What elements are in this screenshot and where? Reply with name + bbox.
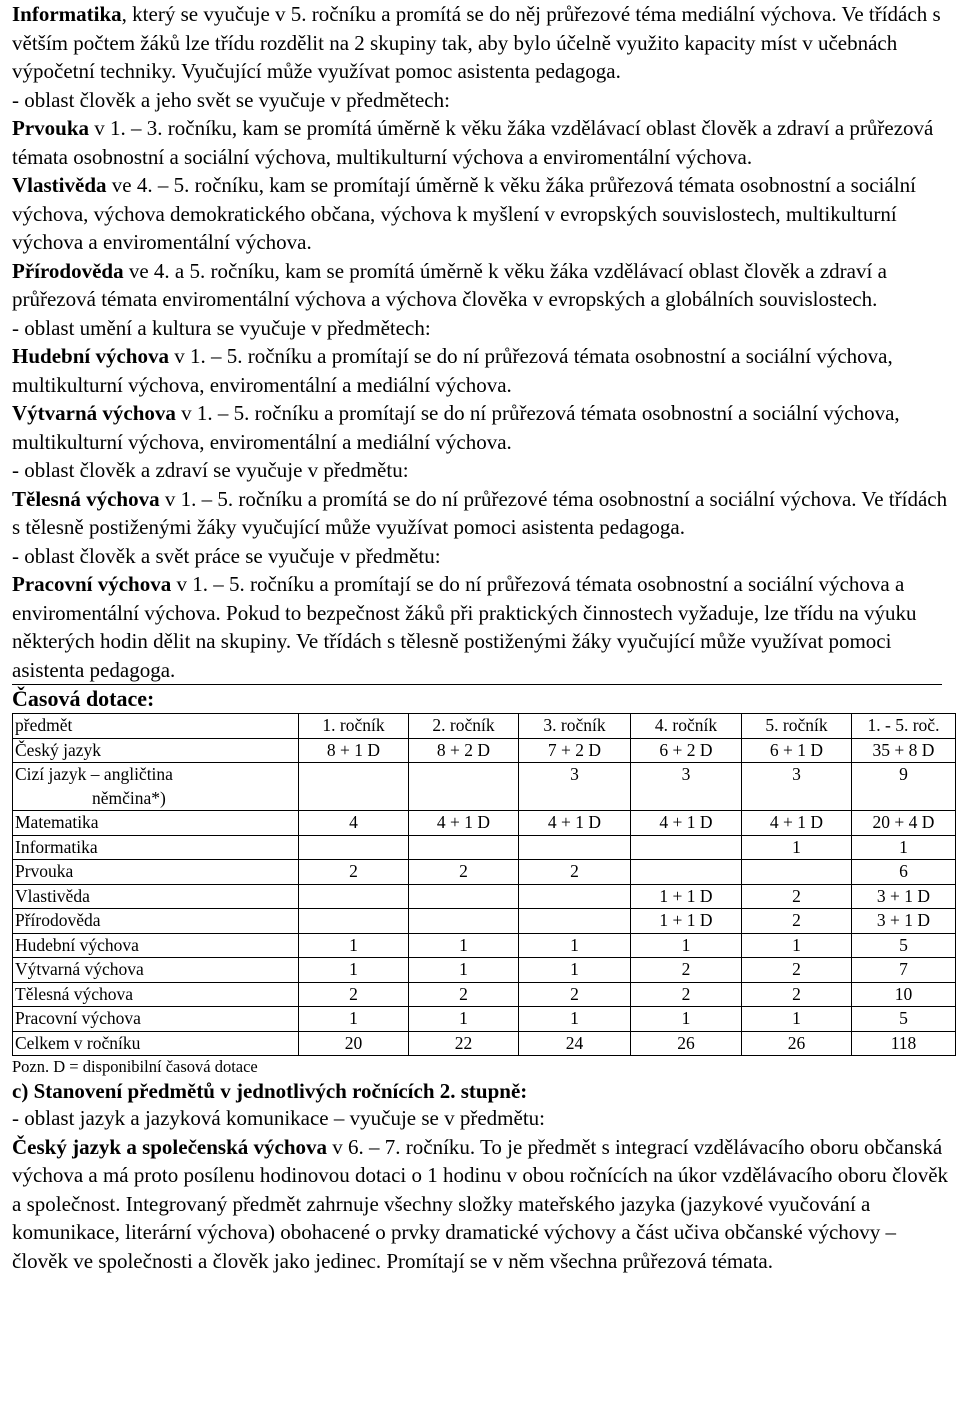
paragraph <box>12 342 952 399</box>
cell-text: 2 <box>459 861 468 881</box>
subject-cell <box>13 982 299 1007</box>
cell-text: 4 + 1 D <box>436 812 491 832</box>
paragraph <box>12 542 952 571</box>
hours-cell <box>519 884 631 909</box>
cell-text: 3. ročník <box>543 715 606 735</box>
hours-cell <box>409 763 519 811</box>
hours-cell <box>409 860 519 885</box>
cell-text: 5. ročník <box>765 715 828 735</box>
paragraph <box>12 0 952 86</box>
time-allocation-table <box>12 713 956 1056</box>
cell-text: Vlastivěda <box>15 885 90 906</box>
document-page <box>12 0 952 1275</box>
cell-text: 1. ročník <box>322 715 385 735</box>
hours-cell <box>631 909 742 934</box>
table-row <box>13 835 956 860</box>
subject-name: Český jazyk a společenská výchova <box>12 1134 328 1159</box>
cell-text: 9 <box>899 764 908 784</box>
cell-text: 4 + 1 D <box>547 812 602 832</box>
cell-text: 26 <box>677 1032 695 1053</box>
hours-cell <box>631 982 742 1007</box>
hours-cell <box>742 884 852 909</box>
subject-name: Výtvarná výchova <box>12 401 176 425</box>
table-row <box>13 860 956 885</box>
cell-text: 1 <box>459 1008 468 1028</box>
subject-cell <box>13 958 299 983</box>
paragraph-text: - oblast člověk a svět práce se vyučuje v předmětu: <box>12 543 441 568</box>
cell-text: 3 + 1 D <box>876 910 931 930</box>
table-row <box>13 811 956 836</box>
cell-text: 1 <box>459 934 468 955</box>
cell-text: 1 + 1 D <box>659 910 713 930</box>
table-row <box>13 909 956 934</box>
hours-cell <box>519 909 631 934</box>
hours-cell <box>519 738 631 763</box>
hours-cell <box>519 763 631 811</box>
hours-cell <box>742 860 852 885</box>
paragraph-text: v 1. – 5. ročníku a promítají se do ní průřezová témata osobnostní a sociální výchova, multikulturní výchova, enviromentální a mediální výchova. <box>12 344 893 397</box>
cell-text: 8 + 2 D <box>436 739 491 760</box>
hours-cell <box>299 958 409 983</box>
cell-text: 3 + 1 D <box>876 885 931 906</box>
hours-cell <box>299 1031 409 1056</box>
paragraph <box>12 1133 952 1276</box>
paragraph <box>12 485 952 542</box>
subject-name: Tělesná výchova <box>12 486 160 511</box>
cell-text: 5 <box>899 934 908 955</box>
cell-text: 1 <box>349 934 358 955</box>
hours-cell <box>409 714 519 739</box>
hours-cell <box>742 958 852 983</box>
cell-text: Tělesná výchova <box>15 983 134 1004</box>
table-row <box>13 982 956 1007</box>
cell-text: Prvouka <box>15 861 74 881</box>
hours-cell <box>519 958 631 983</box>
subject-cell <box>13 884 299 909</box>
hours-cell <box>852 982 956 1007</box>
hours-cell <box>409 835 519 860</box>
paragraph-text: - oblast člověk a zdraví se vyučuje v předmětu: <box>12 458 409 482</box>
cell-sublabel: němčina*) <box>92 787 166 808</box>
subject-cell <box>13 1031 299 1056</box>
hours-cell <box>299 1007 409 1032</box>
cell-text: 1 + 1 D <box>659 885 713 906</box>
hours-cell <box>299 982 409 1007</box>
section-c-heading: c) Stanovení předmětů v jednotlivých ročnících 2. stupně: <box>12 1079 528 1103</box>
hours-cell <box>852 1031 956 1056</box>
cell-text: 1 <box>792 836 801 857</box>
cell-text: 2 <box>570 983 579 1004</box>
hours-cell <box>631 860 742 885</box>
paragraph-text: - oblast umění a kultura se vyučuje v předmětech: <box>12 315 431 340</box>
hours-cell <box>852 860 956 885</box>
hours-cell <box>631 763 742 811</box>
hours-cell <box>409 933 519 958</box>
cell-text: 1 <box>792 934 801 955</box>
cell-text: 4. ročník <box>654 715 718 735</box>
cell-text: 1 <box>570 959 579 979</box>
hours-cell <box>519 860 631 885</box>
hours-cell <box>519 835 631 860</box>
subject-name: Přírodověda <box>12 258 124 283</box>
paragraph-text: v 1. – 5. ročníku a promítá se do ní průřezové téma osobnostní a sociální výchova. Ve třídách s tělesně postiženými žáky vyučující může využívat pomoci asistenta pedagoga. <box>12 486 948 539</box>
paragraph <box>12 399 952 456</box>
cell-text: Výtvarná výchova <box>15 959 144 979</box>
subject-cell <box>13 714 299 739</box>
cell-text: 1 <box>570 934 579 955</box>
hours-cell <box>852 933 956 958</box>
cell-text: 1. - 5. roč. <box>867 715 940 735</box>
hours-cell <box>299 763 409 811</box>
hours-cell <box>409 909 519 934</box>
hours-cell <box>742 933 852 958</box>
cell-text: 2 <box>459 983 468 1004</box>
cell-text: 3 <box>792 764 801 784</box>
cell-text: 2 <box>349 861 358 881</box>
cell-text: 7 <box>899 959 908 979</box>
table-row <box>13 738 956 763</box>
body-text-lower <box>12 1104 952 1275</box>
hours-cell <box>852 1007 956 1032</box>
hours-cell <box>409 811 519 836</box>
paragraph-text: v 1. – 3. ročníku, kam se promítá úměrně k věku žáka vzdělávací oblast člověk a zdraví a průřezová témata osobnostní a sociální výchova, multikulturní výchova a enviromentální výchova. <box>12 116 934 169</box>
cell-text: 2 <box>792 885 801 906</box>
cell-text: předmět <box>15 715 73 735</box>
cell-text: 3 <box>681 764 691 784</box>
hours-cell <box>631 811 742 836</box>
cell-text: 2 <box>681 983 691 1004</box>
subject-cell <box>13 909 299 934</box>
hours-cell <box>519 1031 631 1056</box>
subject-name: Informatika <box>12 2 122 26</box>
hours-cell <box>299 860 409 885</box>
cell-text: 6 <box>899 861 908 881</box>
cell-text: 24 <box>565 1032 584 1053</box>
cell-text: 2. ročník <box>432 715 495 735</box>
paragraph-text: - oblast člověk a jeho svět se vyučuje v předmětech: <box>12 87 450 112</box>
hours-cell <box>742 738 852 763</box>
cell-text: 6 + 2 D <box>659 739 713 760</box>
hours-cell <box>519 714 631 739</box>
hours-cell <box>409 1007 519 1032</box>
hours-cell <box>742 763 852 811</box>
cell-text: 4 + 1 D <box>769 812 824 832</box>
subject-cell <box>13 1007 299 1032</box>
paragraph-text: , který se vyučuje v 5. ročníku a promítá se do něj průřezové téma mediální výchova. Ve třídách s větším počtem žáků lze třídu rozdělit na 2 skupiny tak, aby bylo účelně využito kapacity míst v učebnách výpočetní techniky. Vyučující může využívat pomoc asistenta pedagoga. <box>12 2 941 83</box>
paragraph <box>12 314 952 343</box>
hours-cell <box>299 933 409 958</box>
paragraph-text: ve 4. a 5. ročníku, kam se promítá úměrně k věku žáka vzdělávací oblast člověk a zdraví a průřezová témata enviromentální výchova a výchova člověka v evropských a globálních souvislostech. <box>12 258 887 311</box>
subject-name: Pracovní výchova <box>12 572 172 596</box>
paragraph <box>12 570 952 684</box>
cell-text: 2 <box>570 861 579 881</box>
hours-cell <box>631 958 742 983</box>
cell-text: Český jazyk <box>15 739 102 760</box>
cell-text: 5 <box>899 1008 908 1028</box>
paragraph <box>12 114 952 171</box>
subject-cell <box>13 835 299 860</box>
cell-text: 22 <box>454 1032 473 1053</box>
cell-text: Matematika <box>15 812 99 832</box>
cell-text: 1 <box>349 1008 358 1028</box>
cell-text: 6 + 1 D <box>769 739 824 760</box>
hours-cell <box>519 982 631 1007</box>
paragraph <box>12 257 952 314</box>
paragraph-text: - oblast jazyk a jazyková komunikace – vyučuje se v předmětu: <box>12 1106 545 1130</box>
hours-cell <box>852 835 956 860</box>
hours-cell <box>519 1007 631 1032</box>
subject-cell <box>13 933 299 958</box>
cell-text: 35 + 8 D <box>872 739 935 760</box>
hours-cell <box>299 811 409 836</box>
hours-cell <box>742 1031 852 1056</box>
paragraph-text: v 1. – 5. ročníku a promítají se do ní průřezová témata osobnostní a sociální výchova, multikulturní výchova, enviromentální a mediální výchova. <box>12 401 900 454</box>
table-row <box>13 958 956 983</box>
paragraph-text: ve 4. – 5. ročníku, kam se promítají úměrně k věku žáka průřezová témata osobnostní a sociální výchova, výchova demokratického občana, výchova k myšlení v evropských souvislostech, multikulturní výchova a enviromentální výchova. <box>12 173 916 254</box>
paragraph <box>12 86 952 115</box>
cell-text: 1 <box>349 959 358 979</box>
table-row <box>13 884 956 909</box>
cell-text: Cizí jazyk – angličtina <box>15 764 173 784</box>
paragraph-text: v 6. – 7. ročníku. To je předmět s integrací vzdělávacího oboru občanská výchova a má proto posílenu hodinovou dotaci o 1 hodinu v obou ročnících na úkor vzdělávacího oboru člověk a společnost. Integrovaný předmět zahrnuje všechny složky mateřského jazyka (jazykové vyučování a komunikace, literární výchova) obohacené o prvky dramatické výchovy a část učiva občanské výchovy – člověk ve společnosti a člověk jako jedinec. Promítají se v něm všechna průřezová témata. <box>12 1134 949 1273</box>
cell-text: 2 <box>349 983 358 1004</box>
cell-text: 20 + 4 D <box>872 812 935 832</box>
subject-name: Hudební výchova <box>12 344 169 368</box>
cell-text: 26 <box>787 1032 806 1053</box>
subject-cell <box>13 763 299 811</box>
cell-text: Pracovní výchova <box>15 1008 141 1028</box>
hours-cell <box>409 982 519 1007</box>
hours-cell <box>299 714 409 739</box>
cell-text: 7 + 2 D <box>547 739 602 760</box>
hours-cell <box>742 982 852 1007</box>
hours-cell <box>742 909 852 934</box>
hours-cell <box>631 1031 742 1056</box>
hours-cell <box>299 909 409 934</box>
cell-text: 1 <box>681 934 691 955</box>
cell-text: 4 <box>349 812 358 832</box>
paragraph <box>12 171 952 257</box>
hours-cell <box>409 738 519 763</box>
hours-cell <box>852 763 956 811</box>
hours-cell <box>742 714 852 739</box>
cell-text: 20 <box>344 1032 363 1053</box>
cell-text: Přírodověda <box>15 910 101 930</box>
hours-cell <box>631 714 742 739</box>
hours-cell <box>631 738 742 763</box>
subject-cell <box>13 738 299 763</box>
hours-cell <box>519 811 631 836</box>
cell-text: 1 <box>792 1008 801 1028</box>
cell-text: 8 + 1 D <box>326 739 381 760</box>
hours-cell <box>852 884 956 909</box>
hours-cell <box>631 884 742 909</box>
subject-cell <box>13 811 299 836</box>
cell-text: Informatika <box>15 836 98 857</box>
cell-text: 3 <box>570 764 579 784</box>
cell-text: 2 <box>792 959 801 979</box>
table-row <box>13 1007 956 1032</box>
paragraph <box>12 1104 952 1133</box>
cell-text: 118 <box>890 1032 917 1053</box>
cell-text: 10 <box>894 983 913 1004</box>
hours-cell <box>299 835 409 860</box>
cell-text: Hudební výchova <box>15 934 139 955</box>
hours-cell <box>631 933 742 958</box>
cell-text: 1 <box>681 1008 691 1028</box>
hours-cell <box>852 811 956 836</box>
table-row <box>13 1031 956 1056</box>
subject-cell <box>13 860 299 885</box>
table-row <box>13 763 956 811</box>
subject-name: Prvouka <box>12 116 90 140</box>
hours-cell <box>852 738 956 763</box>
hours-cell <box>631 835 742 860</box>
cell-text: 2 <box>681 959 691 979</box>
cell-text: 1 <box>899 836 908 857</box>
hours-cell <box>742 1007 852 1032</box>
hours-cell <box>852 958 956 983</box>
table-header-row <box>13 714 956 739</box>
cell-text: 1 <box>570 1008 579 1028</box>
cell-text: 2 <box>792 910 801 930</box>
hours-cell <box>299 738 409 763</box>
hours-cell <box>742 811 852 836</box>
subject-name: Vlastivěda <box>12 173 107 197</box>
cell-text: Celkem v ročníku <box>15 1032 141 1053</box>
hours-cell <box>742 835 852 860</box>
table-caption: Časová dotace: <box>12 684 942 713</box>
cell-text: 4 + 1 D <box>659 812 713 832</box>
hours-cell <box>299 884 409 909</box>
paragraph-text: v 1. – 5. ročníku a promítají se do ní průřezová témata osobnostní a sociální výchova a enviromentální výchova. Pokud to bezpečnost žáků při praktických činnostech vyžaduje, lze třídu na výuku některých hodin dělit na skupiny. Ve třídách s tělesně postiženými žáky vyučující může využívat pomoci asistenta pedagoga. <box>12 572 917 682</box>
hours-cell <box>852 909 956 934</box>
hours-cell <box>409 958 519 983</box>
hours-cell <box>852 714 956 739</box>
paragraph <box>12 456 952 485</box>
hours-cell <box>519 933 631 958</box>
table-row <box>13 933 956 958</box>
cell-text: 1 <box>459 959 468 979</box>
hours-cell <box>631 1007 742 1032</box>
cell-text: 2 <box>792 983 801 1004</box>
hours-cell <box>409 884 519 909</box>
hours-cell <box>409 1031 519 1056</box>
body-text-upper <box>12 0 952 684</box>
table-note: Pozn. D = disponibilní časová dotace <box>12 1057 258 1076</box>
